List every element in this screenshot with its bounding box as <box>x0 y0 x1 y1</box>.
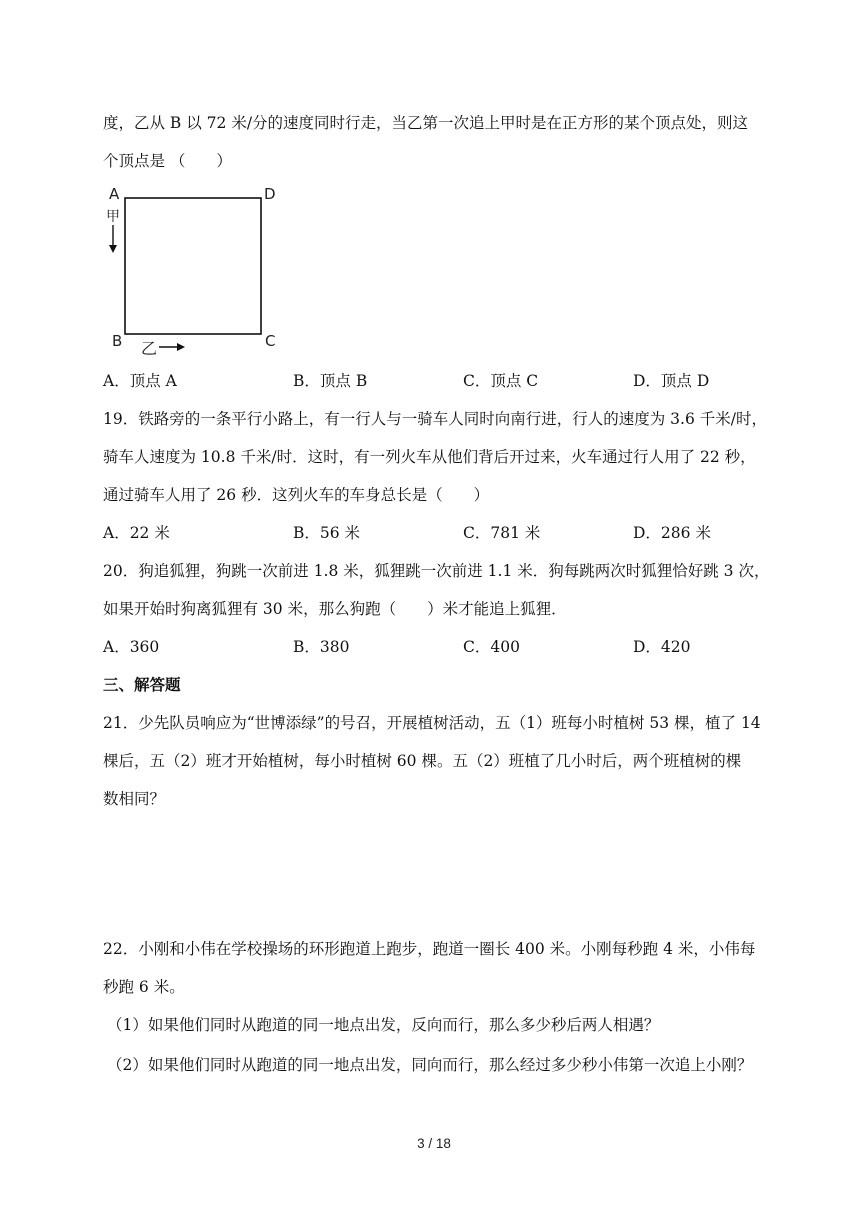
q22-text-line1: 22．小刚和小伟在学校操场的环形跑道上跑步，跑道一圈长 400 米。小刚每秒跑 4 米，小伟每 <box>103 940 756 958</box>
q21-text-line2: 棵后，五（2）班才开始植树，每小时植树 60 棵。五（2）班植了几小时后，两个班植树的棵 <box>103 752 742 770</box>
q18-option-c[interactable]: C．顶点 C <box>463 372 539 390</box>
q18-text-line1: 度，乙从 B 以 72 米/分的速度同时行走，当乙第一次追上甲时是在正方形的某个顶点处，则这 <box>103 114 749 132</box>
page-number: 3 / 18 <box>417 1136 451 1151</box>
q18-option-d[interactable]: D．顶点 D <box>633 372 710 390</box>
q18-options <box>103 371 783 391</box>
q21-text-line1: 21．少先队员响应为“世博添绿”的号召，开展植树活动，五（1）班每小时植树 53 棵，植了 14 <box>103 714 761 732</box>
person-yi-label: 乙 <box>141 339 158 356</box>
q19-option-d[interactable]: D．286 米 <box>633 524 711 542</box>
q20-option-a[interactable]: A．360 <box>103 638 160 656</box>
section-3-title: 三、解答题 <box>103 675 181 694</box>
q18-text-line2: 个顶点是 （ ） <box>103 152 232 170</box>
q20-text-line2: 如果开始时狗离狐狸有 30 米，那么狗跑（ ）米才能追上狐狸． <box>103 600 567 618</box>
q19-option-c[interactable]: C．781 米 <box>463 524 541 542</box>
q20-option-c[interactable]: C．400 <box>463 638 520 656</box>
q22-subquestion-2: （2）如果他们同时从跑道的同一地点出发，同向而行，那么经过多少秒小伟第一次追上小刚？ <box>107 1056 753 1074</box>
q21-text-line3: 数相同？ <box>103 790 166 808</box>
q18-option-a[interactable]: A．顶点 A <box>103 372 177 390</box>
q19-options <box>103 523 783 543</box>
vertex-label-a: A <box>109 185 120 203</box>
q20-option-d[interactable]: D．420 <box>633 638 691 656</box>
q18-option-b[interactable]: B．顶点 B <box>293 372 368 390</box>
vertex-label-d: D <box>264 185 276 203</box>
person-jia-label: 甲 <box>106 209 120 225</box>
q20-option-b[interactable]: B．380 <box>293 638 350 656</box>
q22-text-line2: 秒跑 6 米。 <box>103 978 185 996</box>
yi-arrow-head <box>177 343 185 351</box>
vertex-label-c: C <box>265 332 276 350</box>
q19-text-line3: 通过骑车人用了 26 秒．这列火车的车身总长是（ ） <box>103 486 490 504</box>
q20-options <box>103 637 783 657</box>
jia-arrow-head <box>109 245 117 253</box>
q18-square-figure <box>103 184 283 356</box>
vertex-label-b: B <box>112 332 123 350</box>
square-diagram <box>103 184 283 356</box>
q20-text-line1: 20．狗追狐狸，狗跳一次前进 1.8 米，狐狸跳一次前进 1.1 米．狗每跳两次时狐狸恰好跳 3 次， <box>103 562 770 580</box>
square-outline <box>125 198 261 334</box>
q19-text-line1: 19．铁路旁的一条平行小路上，有一行人与一骑车人同时向南行进，行人的速度为 3.6 千米/时， <box>103 410 767 428</box>
q19-text-line2: 骑车人速度为 10.8 千米/时．这时，有一列火车从他们背后开过来，火车通过行人用了 22 秒， <box>103 448 756 466</box>
q19-option-b[interactable]: B．56 米 <box>293 524 361 542</box>
q22-subquestion-1: （1）如果他们同时从跑道的同一地点出发，反向而行，那么多少秒后两人相遇？ <box>107 1016 660 1034</box>
q19-option-a[interactable]: A．22 米 <box>103 524 170 542</box>
